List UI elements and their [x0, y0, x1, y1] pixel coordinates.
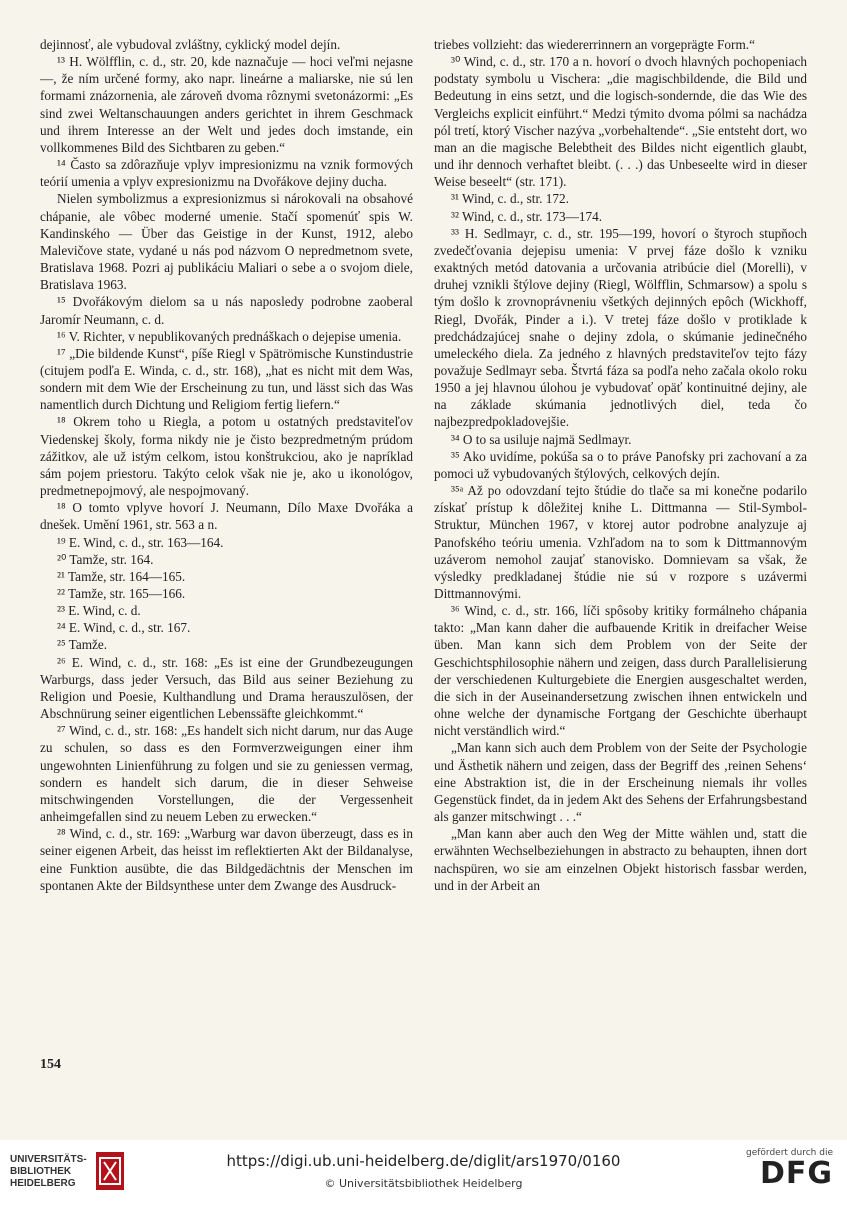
- footnote-paragraph: ³³ H. Sedlmayr, c. d., str. 195—199, hovorí o štyroch stupňoch zvedečťovania dejepisu umenia: V prvej fáze došlo k vzniku exaktných metód datovania a určovania atribúcie diel (Morelli), v druhej vznikli štýlove dejiny (Riegl, Wölfflin, Schmarsow) a spolu s tým došlo k zrovnoprávneniu všetkých dejinných epôch (Wickhoff, Riegl, Dvořák, Pinder a i.). V tretej fáze došlo v protiklade k predchádzajúcej snahe o dejiny zdola, o skúmanie jedinečného umeleckého diela. Za jedného z hlavných predstaviteľov tejto fázy považuje Sedlmayr seba. Štvrtá fáza sa podľa neho začala okolo roku 1950 a jej hlavnou úlohou je vybudovať opäť kontinuitné dejiny, ale na základe skúmania jednotlivých diel, teda čo najbezpredpokladovejšie.: [434, 225, 807, 430]
- footnote-paragraph: ³¹ Wind, c. d., str. 172.: [451, 191, 569, 207]
- footnote-paragraph: ¹⁶ V. Richter, v nepublikovaných prednáškach o dejepise umenia.: [57, 328, 402, 344]
- footnote-paragraph: ²⁰ Tamže, str. 164.: [57, 551, 154, 567]
- footnote-paragraph: ¹⁸ O tomto vplyve hovorí J. Neumann, Dílo Maxe Dvořáka a dnešek. Umění 1961, str. 563 a n.: [40, 500, 413, 533]
- page-number: 154: [40, 1057, 61, 1072]
- footnote-paragraph: ³⁴ O to sa usiluje najmä Sedlmayr.: [451, 431, 632, 447]
- footnote-paragraph: ²⁶ E. Wind, c. d., str. 168: „Es ist eine der Grundbezeugungen Warburgs, dass jeder Versuch, das Bild aus seiner Beziehung zu Religion und Poesie, Kulthandlung und Drama herauszulösen, der Abschnürung seiner eigentlichen Lebenssäfte gleichkommt.“: [40, 654, 413, 722]
- footnote-paragraph: ²⁴ E. Wind, c. d., str. 167.: [57, 620, 191, 636]
- footnote-paragraph: ²³ E. Wind, c. d.: [57, 603, 141, 619]
- dfg-logo: DFG: [759, 1156, 833, 1191]
- footnote-paragraph: ²² Tamže, str. 165—166.: [57, 586, 186, 601]
- footnote-paragraph: ¹⁸ Okrem toho u Riegla, a potom u ostatných predstaviteľov Viedenskej školy, forma nikdy nie je čisto bezpredmetným prúdom zážitkov, ale už istým celkom, istou konštrukciou, ako je napríklad sám pojem priestoru. Takýto celok však nie je, ako u ikonológov, predmetnepojmový, ale nespojmovaný.: [40, 414, 413, 499]
- footnote-paragraph: ¹⁵ Dvořákovým dielom sa u nás naposledy podrobne zaoberal Jaromír Neumann, c. d.: [40, 294, 413, 327]
- footnote-paragraph: ²¹ Tamže, str. 164—165.: [57, 568, 186, 584]
- footnote-paragraph: triebes vollzieht: das wiedererrinnern an vorgeprägte Form.“: [434, 37, 755, 52]
- left-text-column: [40, 36, 413, 894]
- right-text-column: [434, 36, 807, 894]
- footnote-paragraph: dejinnosť, ale vybudoval zvláštny, cyklický model dejín.: [40, 37, 341, 52]
- footnote-paragraph: Nielen symbolizmus a expresionizmus si nárokovali na obsahové chápanie, ale vôbec moderné umenie. Stačí spomenúť spis W. Kandinského — Über das Geistige in der Kunst, 1912, alebo Malevičove state, vydané u nás pod názvom O nepredmetnom svete, Bratislava 1968. Pozri aj publikáciu Maliari o sebe a o svojom diele, Bratislava 1963.: [40, 191, 413, 293]
- footnote-paragraph: ¹⁴ Často sa zdôrazňuje vplyv impresionizmu na vznik formových teórií umenia a vplyv expresionizmu na Dvořákove dejiny ducha.: [40, 157, 413, 190]
- viewer-footer: [0, 1140, 847, 1207]
- footnote-paragraph: ²⁸ Wind, c. d., str. 169: „Warburg war davon überzeugt, dass es in seiner eigenen Arbeit, das heisst im reflektierten Akt der Bildanalyse, eine Funktion ausübte, die das Bildgedächtnis der Menschen im spontanen Akte der Bildsynthese unter dem Zwange des Ausdruck-: [40, 826, 413, 893]
- footnote-paragraph: ³⁵ Ako uvidíme, pokúša sa o to práve Panofsky pri zachovaní a za pomoci už vybudovaných štýlových, celkových dejín.: [434, 448, 807, 481]
- footnote-paragraph: ¹³ H. Wölfflin, c. d., str. 20, kde naznačuje — hoci veľmi nejasne —, že ním určené formy, ako napr. lineárne a maliarske, nie sú len formami znázornenia, ale zároveň dvoma rôznymi svetonázormi: „Es sind zwei Weltanschauungen anders gerichtet in ihrem Geschmack und ihrem Interesse an der Welt und jedes doch imstande, ein vollkommenes Bild des Sichtbaren zu geben.“: [40, 54, 413, 155]
- document-url-link[interactable]: https://digi.ub.uni-heidelberg.de/diglit/ars1970/0160: [226, 1152, 621, 1170]
- footnote-paragraph: „Man kann aber auch den Weg der Mitte wählen und, statt die erwähnten Wechselbeziehungen in abstracto zu behaupten, ihnen dort nachspüren, wo sie am einzelnen Objekt historisch fassbar werden, und in der Arbeit an: [434, 826, 807, 893]
- footnote-paragraph: ³² Wind, c. d., str. 173—174.: [451, 208, 603, 224]
- footnote-paragraph: ¹⁷ „Die bildende Kunst“, píše Riegl v Spätrömische Kunstindustrie (citujem podľa E. Winda, c. d., str. 168), „hat es nicht mit dem Was, sondern mit dem Wie der Erscheinung zu tun, und lässt sich das Was namentlich durch Dichtung und Religiom fertig liefern.“: [40, 345, 413, 413]
- library-name: UNIVERSITÄTS- BIBLIOTHEK HEIDELBERG: [10, 1154, 87, 1189]
- funding-note: gefördert durch die: [746, 1148, 833, 1158]
- footnote-paragraph: ³⁰ Wind, c. d., str. 170 a n. hovorí o dvoch hlavných pochopeniach podstaty symbolu u Vischera: „die magischbildende, die Bild und Bedeutung in eins setzt, und die logisch-sondernde, die das Wie des Vergleichs explicit einführt.“ Medzi týmito dvoma pólmi sa nachádza pól tretí, ktorý Vischer nazýva „vorbehaltende“. „Sie entsteht dort, wo man an die magische Belebtheit des Bildes nicht eigentlich glaubt, und ihr dennoch verhaftet bleibt. (. . .) das Unbeseelte wird in dieser Weise beseelt“ (str. 171).: [434, 54, 807, 190]
- footnote-paragraph: ²⁷ Wind, c. d., str. 168: „Es handelt sich nicht darum, nur das Auge zu schulen, so dass es den Formverzweigungen einer ihm ungewohnten Linienführung zu folgen und sie zu geniessen vermag, sondern es handelt sich darum, die in dieser Sehweise mitschwingenden Vorstellungen, die der Vergessenheit anheimgefallen sind zu neuem Leben zu erwecken.“: [40, 723, 413, 825]
- footnote-paragraph: ³⁶ Wind, c. d., str. 166, líči spôsoby kritiky formálneho chápania takto: „Man kann daher die aufbauende Kritik in dreifacher Weise üben. Man kann sich dem Problem von der Seite der Geschichtsphilosophie nähern und zeigen, dass durch Parallelisierung der verschiedenen Kulturgebiete die Energien ausgeschaltet werden, die sich in der Auseinandersetzung zwischen ihnen entwickeln und ohne welche der dynamische Fortgang der Geschichte überhaupt nicht verständlich wird.“: [434, 603, 807, 739]
- funder-block[interactable]: [743, 1148, 833, 1190]
- footnote-paragraph: „Man kann sich auch dem Problem von der Seite der Psychologie und Ästhetik nähern und zeigen, dass der Begriff des ‚reinen Sehens‘ eine Abstraktion ist, die in der Erscheinung niemals ihr volles Gegenstück findet, da in jedem Akt des Sehens der Erfahrungsbestand als ganzer mitschwingt . . .“: [434, 740, 807, 825]
- footnote-paragraph: ²⁵ Tamže.: [57, 637, 108, 653]
- copyright-notice: © Universitätsbibliothek Heidelberg: [324, 1177, 523, 1190]
- footnote-paragraph: ³⁵ᵃ Až po odovzdaní tejto štúdie do tlače sa mi konečne podarilo získať prístup k dôležitej knihe L. Dittmanna — Stil-Symbol-Struktur, München 1967, v ktorej autor podrobne analyzuje aj Panofského teóriu umenia. Vzhľadom na to som k Dittmannovým uzáverom nemohol zaujať stanovisko. Domnievam sa však, že výsledky predkladanej štúdie nie sú v rozpore s uzávermi Dittmannovými.: [434, 483, 807, 601]
- footnote-paragraph: ¹⁹ E. Wind, c. d., str. 163—164.: [57, 534, 224, 550]
